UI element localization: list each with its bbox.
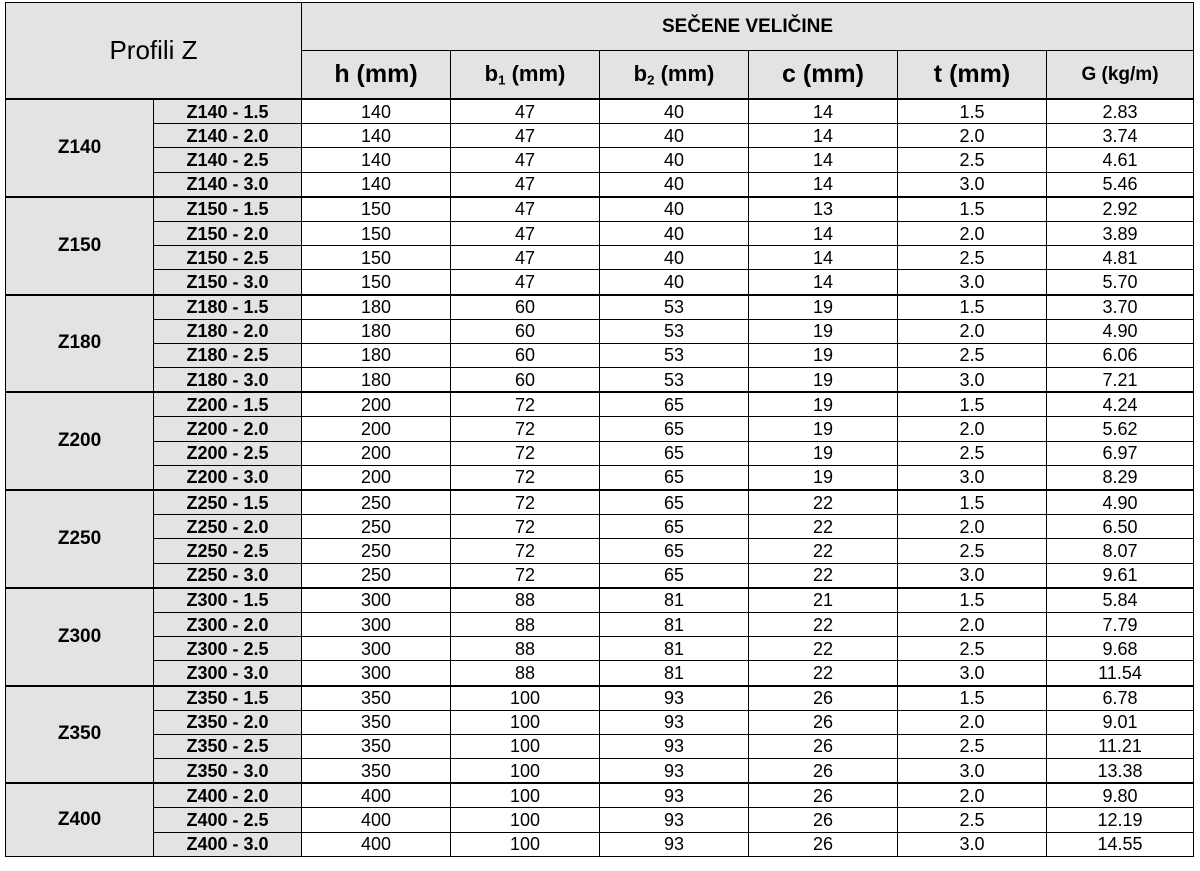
value-cell-t: 1.5 (898, 197, 1047, 222)
value-cell-h: 200 (302, 417, 451, 441)
value-cell-b1: 47 (451, 148, 600, 172)
profile-name-cell: Z350 - 2.5 (154, 734, 302, 758)
value-cell-h: 150 (302, 221, 451, 245)
table-row (6, 490, 1194, 515)
value-cell-t: 3.0 (898, 759, 1047, 784)
table-row (6, 319, 1194, 343)
profile-name-cell: Z300 - 3.0 (154, 661, 302, 686)
value-cell-c: 19 (749, 295, 898, 320)
table-row (6, 661, 1194, 686)
profile-name-cell: Z180 - 2.0 (154, 319, 302, 343)
value-cell-h: 250 (302, 539, 451, 563)
value-cell-b2: 53 (600, 368, 749, 393)
value-cell-c: 22 (749, 490, 898, 515)
value-cell-g: 8.07 (1047, 539, 1194, 563)
table-row (6, 465, 1194, 490)
column-header-b1: $b_1$ (mm) (451, 51, 600, 100)
value-cell-g: 6.06 (1047, 343, 1194, 367)
value-cell-c: 26 (749, 808, 898, 832)
profile-name-cell: Z180 - 3.0 (154, 368, 302, 393)
value-cell-c: 13 (749, 197, 898, 222)
profile-name-cell: Z180 - 1.5 (154, 295, 302, 320)
value-cell-b2: 65 (600, 539, 749, 563)
value-cell-h: 300 (302, 588, 451, 613)
value-cell-b2: 93 (600, 808, 749, 832)
value-cell-b1: 60 (451, 319, 600, 343)
value-cell-g: 12.19 (1047, 808, 1194, 832)
profile-name-cell: Z200 - 2.0 (154, 417, 302, 441)
value-cell-h: 250 (302, 563, 451, 588)
value-cell-b2: 65 (600, 465, 749, 490)
value-cell-h: 180 (302, 343, 451, 367)
value-cell-t: 2.5 (898, 441, 1047, 465)
value-cell-c: 22 (749, 515, 898, 539)
value-cell-b2: 81 (600, 612, 749, 636)
value-cell-b1: 100 (451, 734, 600, 758)
value-cell-g: 4.90 (1047, 319, 1194, 343)
value-cell-b1: 72 (451, 539, 600, 563)
value-cell-g: 6.78 (1047, 686, 1194, 711)
value-cell-c: 19 (749, 368, 898, 393)
value-cell-b1: 72 (451, 465, 600, 490)
value-cell-h: 200 (302, 465, 451, 490)
value-cell-b2: 93 (600, 686, 749, 711)
value-cell-b1: 47 (451, 197, 600, 222)
value-cell-t: 2.0 (898, 710, 1047, 734)
value-cell-b1: 47 (451, 124, 600, 148)
value-cell-g: 4.61 (1047, 148, 1194, 172)
value-cell-b1: 88 (451, 612, 600, 636)
value-cell-h: 140 (302, 99, 451, 124)
value-cell-b2: 65 (600, 563, 749, 588)
value-cell-c: 14 (749, 172, 898, 197)
value-cell-h: 140 (302, 124, 451, 148)
value-cell-b2: 93 (600, 710, 749, 734)
table-row (6, 783, 1194, 808)
value-cell-h: 250 (302, 515, 451, 539)
profile-name-cell: Z300 - 2.0 (154, 612, 302, 636)
value-cell-t: 2.5 (898, 148, 1047, 172)
table-row (6, 295, 1194, 320)
table-row (6, 515, 1194, 539)
table-row (6, 368, 1194, 393)
value-cell-t: 2.0 (898, 417, 1047, 441)
value-cell-g: 5.70 (1047, 270, 1194, 295)
value-cell-b2: 65 (600, 515, 749, 539)
profile-name-cell: Z300 - 2.5 (154, 637, 302, 661)
value-cell-b1: 47 (451, 221, 600, 245)
value-cell-b1: 47 (451, 270, 600, 295)
profile-name-cell: Z150 - 2.5 (154, 246, 302, 270)
table-row (6, 588, 1194, 613)
profile-name-cell: Z300 - 1.5 (154, 588, 302, 613)
value-cell-b2: 81 (600, 637, 749, 661)
profile-name-cell: Z150 - 1.5 (154, 197, 302, 222)
table-row (6, 392, 1194, 417)
value-cell-h: 350 (302, 734, 451, 758)
value-cell-b2: 65 (600, 417, 749, 441)
value-cell-b2: 53 (600, 343, 749, 367)
profile-name-cell: Z250 - 2.5 (154, 539, 302, 563)
column-header-b2: $b_2$ (mm) (600, 51, 749, 100)
value-cell-g: 9.68 (1047, 637, 1194, 661)
value-cell-c: 22 (749, 539, 898, 563)
group-header: SEČENE VELIČINE (302, 3, 1194, 51)
profile-name-cell: Z250 - 1.5 (154, 490, 302, 515)
table-row (6, 808, 1194, 832)
value-cell-h: 180 (302, 295, 451, 320)
group-name-cell: Z400 (6, 783, 154, 856)
value-cell-t: 2.5 (898, 734, 1047, 758)
profile-name-cell: Z140 - 1.5 (154, 99, 302, 124)
table-row (6, 148, 1194, 172)
value-cell-g: 6.50 (1047, 515, 1194, 539)
table-row (6, 417, 1194, 441)
value-cell-b2: 93 (600, 832, 749, 856)
value-cell-b1: 100 (451, 808, 600, 832)
value-cell-b1: 47 (451, 246, 600, 270)
profiles-table (5, 2, 1194, 857)
value-cell-c: 14 (749, 270, 898, 295)
value-cell-t: 3.0 (898, 172, 1047, 197)
value-cell-b1: 72 (451, 490, 600, 515)
value-cell-g: 5.84 (1047, 588, 1194, 613)
profile-name-cell: Z150 - 2.0 (154, 221, 302, 245)
column-header-h: h (mm) (302, 51, 451, 100)
value-cell-b2: 81 (600, 588, 749, 613)
group-name-cell: Z350 (6, 686, 154, 784)
value-cell-h: 150 (302, 270, 451, 295)
value-cell-c: 26 (749, 710, 898, 734)
value-cell-t: 3.0 (898, 563, 1047, 588)
table-row (6, 270, 1194, 295)
value-cell-t: 3.0 (898, 661, 1047, 686)
table-row (6, 124, 1194, 148)
value-cell-c: 26 (749, 734, 898, 758)
table-header (6, 3, 1194, 100)
value-cell-b2: 65 (600, 392, 749, 417)
value-cell-h: 400 (302, 783, 451, 808)
column-header-g: G (kg/m) (1047, 51, 1194, 100)
profile-name-cell: Z400 - 2.0 (154, 783, 302, 808)
profile-name-cell: Z140 - 2.5 (154, 148, 302, 172)
value-cell-c: 19 (749, 392, 898, 417)
value-cell-t: 1.5 (898, 686, 1047, 711)
value-cell-c: 14 (749, 246, 898, 270)
value-cell-c: 22 (749, 563, 898, 588)
table-row (6, 246, 1194, 270)
value-cell-b1: 60 (451, 295, 600, 320)
value-cell-b1: 100 (451, 710, 600, 734)
value-cell-b1: 72 (451, 392, 600, 417)
value-cell-b2: 40 (600, 172, 749, 197)
value-cell-h: 140 (302, 148, 451, 172)
value-cell-b2: 53 (600, 319, 749, 343)
value-cell-b1: 47 (451, 99, 600, 124)
value-cell-g: 8.29 (1047, 465, 1194, 490)
value-cell-h: 140 (302, 172, 451, 197)
value-cell-t: 3.0 (898, 368, 1047, 393)
table-row (6, 832, 1194, 856)
group-name-cell: Z250 (6, 490, 154, 588)
value-cell-c: 26 (749, 783, 898, 808)
value-cell-b2: 81 (600, 661, 749, 686)
value-cell-t: 1.5 (898, 392, 1047, 417)
value-cell-c: 26 (749, 832, 898, 856)
value-cell-c: 22 (749, 612, 898, 636)
value-cell-t: 2.0 (898, 612, 1047, 636)
group-name-cell: Z140 (6, 99, 154, 197)
group-name-cell: Z150 (6, 197, 154, 295)
value-cell-g: 9.01 (1047, 710, 1194, 734)
value-cell-c: 19 (749, 465, 898, 490)
value-cell-b2: 40 (600, 246, 749, 270)
value-cell-g: 3.70 (1047, 295, 1194, 320)
value-cell-g: 13.38 (1047, 759, 1194, 784)
value-cell-h: 350 (302, 686, 451, 711)
table-row (6, 221, 1194, 245)
value-cell-t: 1.5 (898, 295, 1047, 320)
value-cell-h: 150 (302, 246, 451, 270)
value-cell-t: 3.0 (898, 832, 1047, 856)
value-cell-h: 300 (302, 612, 451, 636)
profile-name-cell: Z350 - 2.0 (154, 710, 302, 734)
table-body (6, 99, 1194, 856)
value-cell-b1: 72 (451, 515, 600, 539)
value-cell-g: 6.97 (1047, 441, 1194, 465)
value-cell-t: 2.5 (898, 539, 1047, 563)
value-cell-h: 400 (302, 832, 451, 856)
value-cell-b1: 100 (451, 759, 600, 784)
value-cell-b1: 72 (451, 563, 600, 588)
table-row (6, 99, 1194, 124)
value-cell-b1: 100 (451, 686, 600, 711)
value-cell-h: 250 (302, 490, 451, 515)
table-row (6, 197, 1194, 222)
value-cell-h: 200 (302, 441, 451, 465)
value-cell-h: 400 (302, 808, 451, 832)
profile-name-cell: Z140 - 2.0 (154, 124, 302, 148)
value-cell-c: 19 (749, 417, 898, 441)
value-cell-c: 14 (749, 124, 898, 148)
value-cell-b1: 60 (451, 343, 600, 367)
table-row (6, 710, 1194, 734)
value-cell-g: 5.62 (1047, 417, 1194, 441)
column-header-t: t (mm) (898, 51, 1047, 100)
value-cell-t: 3.0 (898, 465, 1047, 490)
value-cell-t: 2.0 (898, 124, 1047, 148)
value-cell-c: 22 (749, 637, 898, 661)
value-cell-g: 4.90 (1047, 490, 1194, 515)
table-row (6, 343, 1194, 367)
value-cell-b1: 72 (451, 417, 600, 441)
profile-name-cell: Z200 - 1.5 (154, 392, 302, 417)
value-cell-b2: 40 (600, 124, 749, 148)
value-cell-t: 3.0 (898, 270, 1047, 295)
value-cell-b1: 60 (451, 368, 600, 393)
value-cell-h: 150 (302, 197, 451, 222)
group-name-cell: Z180 (6, 295, 154, 393)
value-cell-h: 300 (302, 661, 451, 686)
profile-name-cell: Z350 - 1.5 (154, 686, 302, 711)
value-cell-t: 2.0 (898, 783, 1047, 808)
value-cell-t: 2.5 (898, 246, 1047, 270)
table-row (6, 441, 1194, 465)
value-cell-t: 2.0 (898, 221, 1047, 245)
value-cell-b1: 100 (451, 832, 600, 856)
table-row (6, 563, 1194, 588)
profile-name-cell: Z350 - 3.0 (154, 759, 302, 784)
value-cell-g: 9.80 (1047, 783, 1194, 808)
value-cell-g: 3.89 (1047, 221, 1194, 245)
profile-name-cell: Z400 - 2.5 (154, 808, 302, 832)
value-cell-b2: 93 (600, 759, 749, 784)
value-cell-b2: 93 (600, 783, 749, 808)
value-cell-c: 19 (749, 441, 898, 465)
value-cell-t: 1.5 (898, 99, 1047, 124)
value-cell-c: 26 (749, 686, 898, 711)
value-cell-t: 2.0 (898, 319, 1047, 343)
profile-name-cell: Z150 - 3.0 (154, 270, 302, 295)
value-cell-g: 4.81 (1047, 246, 1194, 270)
value-cell-c: 22 (749, 661, 898, 686)
table-title: Profili Z (6, 3, 302, 100)
value-cell-b1: 100 (451, 783, 600, 808)
value-cell-b2: 53 (600, 295, 749, 320)
table-row (6, 734, 1194, 758)
profile-name-cell: Z200 - 3.0 (154, 465, 302, 490)
value-cell-t: 2.5 (898, 808, 1047, 832)
table-row (6, 612, 1194, 636)
value-cell-t: 2.0 (898, 515, 1047, 539)
value-cell-h: 180 (302, 319, 451, 343)
table-row (6, 172, 1194, 197)
value-cell-g: 7.79 (1047, 612, 1194, 636)
value-cell-h: 300 (302, 637, 451, 661)
profile-name-cell: Z140 - 3.0 (154, 172, 302, 197)
value-cell-g: 9.61 (1047, 563, 1194, 588)
value-cell-h: 350 (302, 759, 451, 784)
value-cell-b1: 88 (451, 637, 600, 661)
value-cell-b1: 72 (451, 441, 600, 465)
value-cell-b2: 65 (600, 441, 749, 465)
value-cell-g: 2.92 (1047, 197, 1194, 222)
table-row (6, 637, 1194, 661)
value-cell-c: 19 (749, 343, 898, 367)
value-cell-g: 5.46 (1047, 172, 1194, 197)
value-cell-g: 14.55 (1047, 832, 1194, 856)
value-cell-h: 350 (302, 710, 451, 734)
value-cell-g: 2.83 (1047, 99, 1194, 124)
value-cell-b2: 40 (600, 148, 749, 172)
value-cell-h: 180 (302, 368, 451, 393)
value-cell-b2: 40 (600, 221, 749, 245)
value-cell-t: 2.5 (898, 343, 1047, 367)
profile-name-cell: Z400 - 3.0 (154, 832, 302, 856)
profile-name-cell: Z250 - 3.0 (154, 563, 302, 588)
value-cell-b2: 40 (600, 99, 749, 124)
table-row (6, 759, 1194, 784)
value-cell-c: 21 (749, 588, 898, 613)
value-cell-g: 11.54 (1047, 661, 1194, 686)
value-cell-t: 2.5 (898, 637, 1047, 661)
column-header-c: c (mm) (749, 51, 898, 100)
value-cell-g: 4.24 (1047, 392, 1194, 417)
value-cell-b1: 47 (451, 172, 600, 197)
value-cell-c: 14 (749, 221, 898, 245)
value-cell-b1: 88 (451, 661, 600, 686)
value-cell-c: 19 (749, 319, 898, 343)
value-cell-b2: 93 (600, 734, 749, 758)
value-cell-c: 26 (749, 759, 898, 784)
value-cell-t: 1.5 (898, 490, 1047, 515)
value-cell-g: 7.21 (1047, 368, 1194, 393)
value-cell-b1: 88 (451, 588, 600, 613)
profile-name-cell: Z200 - 2.5 (154, 441, 302, 465)
value-cell-c: 14 (749, 148, 898, 172)
table-row (6, 686, 1194, 711)
value-cell-g: 3.74 (1047, 124, 1194, 148)
profile-name-cell: Z180 - 2.5 (154, 343, 302, 367)
value-cell-h: 200 (302, 392, 451, 417)
value-cell-b2: 40 (600, 197, 749, 222)
table-row (6, 539, 1194, 563)
group-name-cell: Z300 (6, 588, 154, 686)
value-cell-g: 11.21 (1047, 734, 1194, 758)
profile-name-cell: Z250 - 2.0 (154, 515, 302, 539)
value-cell-b2: 65 (600, 490, 749, 515)
value-cell-t: 1.5 (898, 588, 1047, 613)
group-name-cell: Z200 (6, 392, 154, 490)
value-cell-b2: 40 (600, 270, 749, 295)
value-cell-c: 14 (749, 99, 898, 124)
